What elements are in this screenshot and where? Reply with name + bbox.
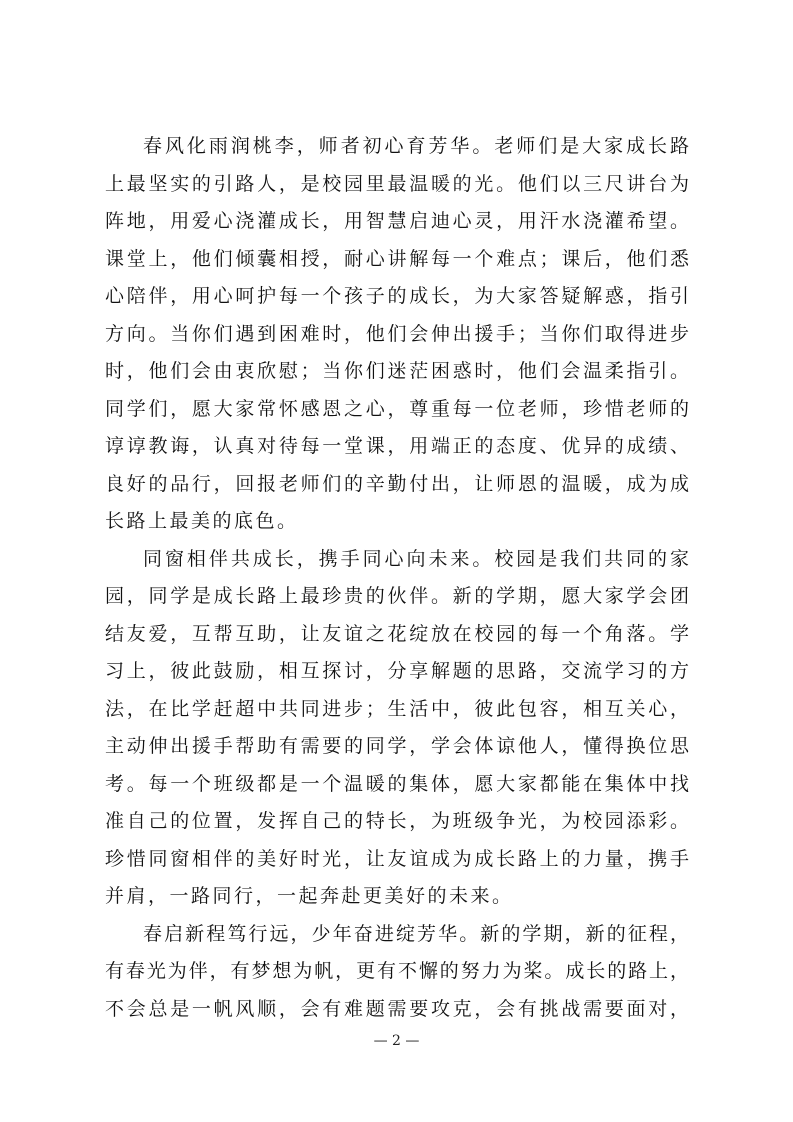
text-line: 法，在比学赶超中共同进步；生活中，彼此包容，相互关心， — [105, 697, 689, 720]
text-line: 心陪伴，用心呵护每一个孩子的成长，为大家答疑解惑，指引 — [105, 285, 689, 307]
document-body — [105, 128, 689, 1028]
text-line: 考。每一个班级都是一个温暖的集体，愿大家都能在集体中找 — [105, 772, 689, 795]
text-line: 习上，彼此鼓励，相互探讨，分享解题的思路，交流学习的方 — [105, 660, 689, 682]
text-line: 珍惜同窗相伴的美好时光，让友谊成为成长路上的力量，携手 — [105, 847, 689, 870]
text-line: 有春光为伴，有梦想为帆，更有不懈的努力为桨。成长的路上， — [105, 960, 689, 982]
text-line: 园，同学是成长路上最珍贵的伙伴。新的学期，愿大家学会团 — [105, 585, 689, 607]
text-line: 上最坚实的引路人，是校园里最温暖的光。他们以三尺讲台为 — [105, 172, 689, 195]
text-line: 良好的品行，回报老师们的辛勤付出，让师恩的温暖，成为成 — [105, 472, 689, 495]
text-line: 时，他们会由衷欣慰；当你们迷茫困惑时，他们会温柔指引。 — [105, 360, 689, 382]
text-line: 方向。当你们遇到困难时，他们会伸出援手；当你们取得进步 — [105, 322, 689, 345]
text-line: 长路上最美的底色。 — [105, 510, 299, 532]
text-line: 同学们，愿大家常怀感恩之心，尊重每一位老师，珍惜老师的 — [105, 397, 689, 420]
text-line: 不会总是一帆风顺，会有难题需要攻克，会有挑战需要面对， — [105, 997, 689, 1020]
text-line: 准自己的位置，发挥自己的特长，为班级争光，为校园添彩。 — [105, 810, 689, 832]
paragraph — [105, 916, 689, 1029]
text-line: 课堂上，他们倾囊相授，耐心讲解每一个难点；课后，他们悉 — [105, 247, 689, 270]
text-line: 谆谆教诲，认真对待每一堂课，用端正的态度、优异的成绩、 — [105, 435, 689, 457]
text-line: 春风化雨润桃李，师者初心育芳华。老师们是大家成长路 — [143, 135, 689, 157]
paragraph — [105, 541, 689, 916]
text-line: 同窗相伴共成长，携手同心向未来。校园是我们共同的家 — [143, 547, 689, 570]
text-line: 主动伸出援手帮助有需要的同学，学会体谅他人，懂得换位思 — [105, 735, 689, 757]
text-line: 结友爱，互帮互助，让友谊之花绽放在校园的每一个角落。学 — [105, 622, 689, 645]
page-number: — 2 — — [373, 1033, 420, 1049]
paragraph — [105, 128, 689, 541]
text-line: 阵地，用爱心浇灌成长，用智慧启迪心灵，用汗水浇灌希望。 — [105, 210, 689, 232]
text-line: 并肩，一路同行，一起奔赴更美好的未来。 — [105, 885, 514, 907]
text-line: 春启新程笃行远，少年奋进绽芳华。新的学期，新的征程， — [143, 922, 689, 945]
